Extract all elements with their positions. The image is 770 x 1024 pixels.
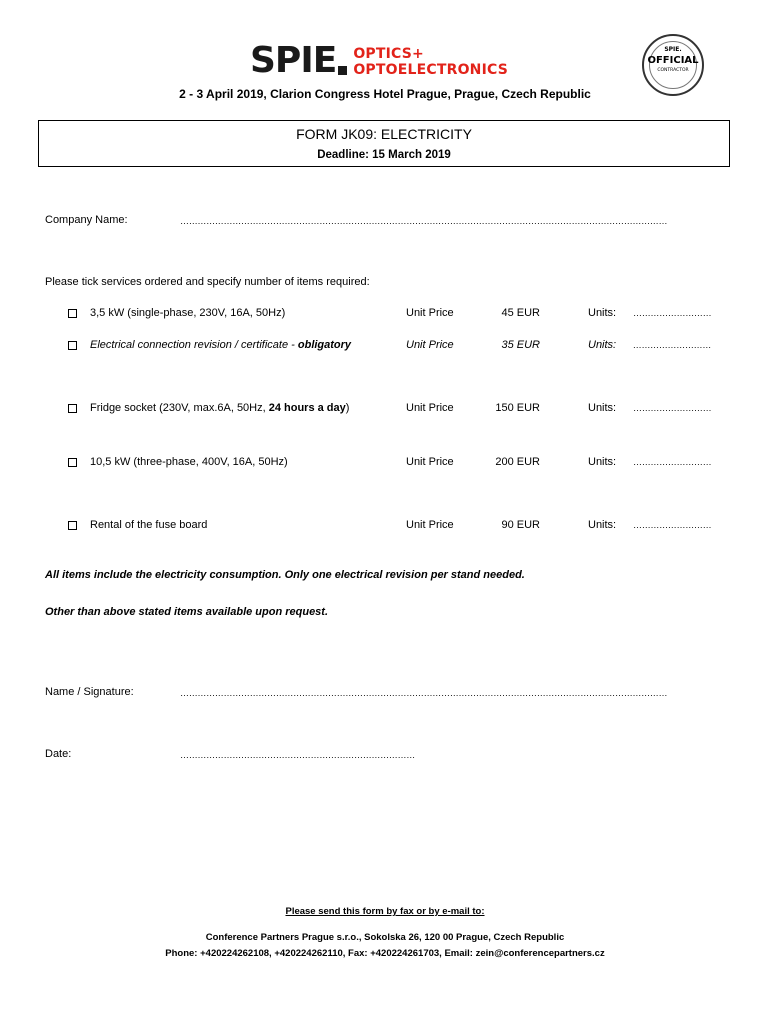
unit-price-label: Unit Price	[406, 519, 454, 531]
checkbox[interactable]	[68, 309, 77, 318]
units-field[interactable]: ………………………	[633, 457, 712, 467]
date-field[interactable]: ………………………………………………………………………	[180, 750, 415, 760]
units-field[interactable]: ………………………	[633, 520, 712, 530]
price-value: 200 EUR	[495, 456, 540, 468]
logo-subtitle	[353, 46, 508, 78]
unit-price-label: Unit Price	[406, 307, 454, 319]
units-label: Units:	[588, 519, 617, 531]
price-value: 45 EUR	[501, 307, 540, 319]
intro-text: Please tick services ordered and specify number of items required:	[45, 276, 370, 288]
units-field[interactable]: ………………………	[633, 340, 712, 350]
note-upon-request: Other than above stated items available upon request.	[45, 606, 329, 618]
seal-subtitle: CONTRACTOR	[657, 68, 689, 73]
service-description: Rental of the fuse board	[90, 519, 208, 531]
units-label: Units:	[588, 402, 617, 414]
units-field[interactable]: ………………………	[633, 403, 712, 413]
checkbox[interactable]	[68, 521, 77, 530]
unit-price-label: Unit Price	[406, 402, 454, 414]
price-value: 35 EUR	[501, 339, 540, 351]
price-value: 150 EUR	[495, 402, 540, 414]
service-row	[0, 307, 770, 325]
company-name-field[interactable]: ……………………………………………………………………………………………………………………………………………………	[180, 216, 668, 226]
logo-wordmark: SPIE	[250, 40, 337, 81]
checkbox[interactable]	[68, 458, 77, 467]
units-label: Units:	[588, 339, 617, 351]
signature-field[interactable]: ……………………………………………………………………………………………………………………………………………………	[180, 688, 668, 698]
service-row	[0, 456, 770, 474]
service-row	[0, 519, 770, 537]
units-label: Units:	[588, 307, 617, 319]
company-name-label: Company Name:	[45, 214, 128, 226]
form-deadline: Deadline: 15 March 2019	[317, 149, 451, 161]
checkbox[interactable]	[68, 404, 77, 413]
spie-logo	[250, 40, 509, 81]
event-info: 2 - 3 April 2019, Clarion Congress Hotel Prague, Prague, Czech Republic	[179, 87, 591, 101]
seal-title: OFFICIAL	[647, 55, 699, 66]
signature-label: Name / Signature:	[45, 686, 134, 698]
service-row	[0, 402, 770, 420]
form-title: FORM JK09: ELECTRICITY	[296, 126, 472, 142]
logo-line-2: OPTOELECTRONICS	[353, 62, 509, 78]
service-description: 10,5 kW (three-phase, 400V, 16A, 50Hz)	[90, 456, 288, 468]
footer-contacts: Phone: +420224262108, +420224262110, Fax: +420224261703, Email: zein@conferencepartners.cz	[165, 948, 605, 959]
unit-price-label: Unit Price	[406, 456, 454, 468]
checkbox[interactable]	[68, 341, 77, 350]
logo-line-1: OPTICS+	[353, 46, 424, 62]
service-description: 3,5 kW (single-phase, 230V, 16A, 50Hz)	[90, 307, 286, 319]
unit-price-label: Unit Price	[406, 339, 454, 351]
footer-company-address: Conference Partners Prague s.r.o., Sokolska 26, 120 00 Prague, Czech Republic	[205, 932, 565, 943]
footer-send-instruction: Please send this form by fax or by e-mail to:	[285, 906, 485, 917]
units-field[interactable]: ………………………	[633, 308, 712, 318]
logo-dot	[338, 66, 347, 75]
note-consumption: All items include the electricity consumption. Only one electrical revision per stand needed.	[45, 569, 525, 581]
price-value: 90 EUR	[501, 519, 540, 531]
service-row	[0, 339, 770, 357]
service-description: Electrical connection revision / certificate - obligatory	[90, 339, 352, 351]
form-title-box	[38, 120, 730, 167]
service-description: Fridge socket (230V, max.6A, 50Hz, 24 hours a day)	[90, 402, 350, 414]
seal-brand: SPIE.	[664, 46, 682, 53]
units-label: Units:	[588, 456, 617, 468]
date-label: Date:	[45, 748, 72, 760]
